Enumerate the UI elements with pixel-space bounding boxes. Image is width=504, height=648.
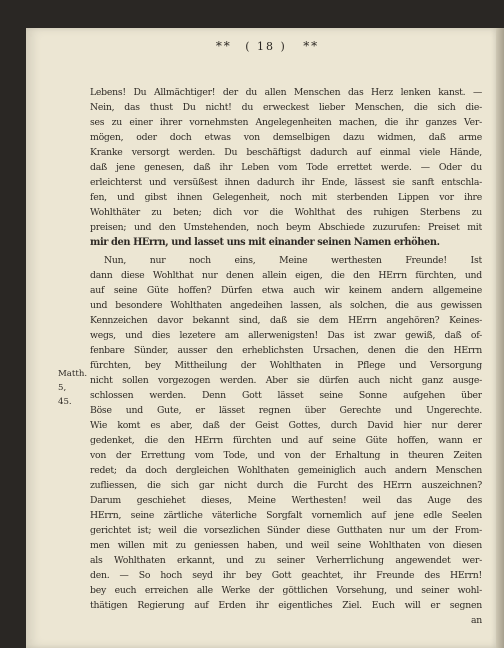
text-line: daß jene genesen, daß ihr Leben vom Tode errettet werde. — Oder du: [90, 162, 482, 173]
text-line: mögen, oder doch etwas von demselbigen dazu widmen, daß arme: [90, 132, 482, 143]
text-line: Wohlthäter zu beten; dich vor die Wohlthat des ruhigen Sterbens zu: [90, 207, 482, 218]
text-line: Wie komt es aber, daß der Geist Gottes, durch David hier nur derer: [90, 420, 482, 431]
text-line: als Wohlthaten erkannt, und zu seiner Verherrlichung angewendet wer-: [90, 555, 482, 566]
text-line: nicht sollen vorgezogen werden. Aber sie dürfen auch nicht ganz ausge-: [90, 375, 482, 386]
margin-note: [58, 367, 92, 409]
text-line: thätigen Regierung auf Erden ihr eigentliches Ziel. Euch will er segnen: [90, 600, 482, 611]
ornament-right: * *: [303, 39, 317, 53]
text-line: schlossen werden. Denn Gott lässet seine Sonne aufgehen über: [90, 390, 482, 401]
body-text: [90, 85, 482, 628]
text-line: fen, und gibst ihnen Gelegenheit, noch mit sterbenden Lippen vor ihre: [90, 192, 482, 203]
text-line: zufliessen, die sich gar nicht durch die Furcht des HErrn auszeichnen?: [90, 480, 482, 491]
text-line: dann diese Wohlthat nur denen allein eigen, die den HErrn fürchten, und: [90, 270, 482, 281]
page-header: [66, 36, 466, 56]
text-line: HErrn, seine zärtliche väterliche Sorgfalt vornemlich auf jene edle Seelen: [90, 510, 482, 521]
text-line: den. — So hoch seyd ihr bey Gott geachtet, ihr Freunde des HErrn!: [90, 570, 482, 581]
paragraph-1: [90, 85, 482, 250]
text-line: Darum geschiehet dieses, Meine Werthesten! weil das Auge des: [90, 495, 482, 506]
text-line: Böse und Gute, er lässet regnen über Gerechte und Ungerechte.: [90, 405, 482, 416]
catchword: an: [470, 615, 482, 626]
text-line: Kranke versorgt werden. Du beschäftigst dadurch auf einmal viele Hände,: [90, 147, 482, 158]
text-line: mir den HErrn, und lasset uns mit einander seinen Namen erhöhen.: [90, 237, 440, 248]
text-line: fürchten, bey Mittheilung der Wohlthaten in Pflege und Versorgung: [90, 360, 482, 371]
text-line: Kennzeichen davor bekannt sind, daß sie dem HErrn angehören? Keines-: [90, 315, 482, 326]
text-line: Nun, nur noch eins, Meine werthesten Freunde! Ist: [104, 255, 482, 266]
page-number: ( 18 ): [245, 40, 287, 53]
text-line: Lebens! Du Allmächtiger! der du allen Menschen das Herz lenken kanst. —: [90, 87, 482, 98]
text-line: men willen mit zu geniessen haben, und weil seine Wohlthaten von diesen: [90, 540, 482, 551]
text-line: Nein, das thust Du nicht! du erweckest lieber Menschen, die sich die-: [90, 102, 482, 113]
text-line: und besondere Wohlthaten angedeihen lassen, als solchen, die aus gewissen: [90, 300, 482, 311]
margin-note-reference: Matth. 5,: [58, 369, 88, 393]
text-line: bey euch erreichen alle Werke der göttlichen Vorsehung, und seiner wohl-: [90, 585, 482, 596]
text-line: erleichterst und versüßest ihnen dadurch ihr Ende, lässest sie sanft entschla-: [90, 177, 482, 188]
text-line: wegs, und dies lezetere am allerwenigsten! Das ist zwar gewiß, daß of-: [90, 330, 482, 341]
ornament-left: * *: [215, 39, 229, 53]
text-line: fenbare Sünder, ausser den erheblichsten Ursachen, denen die den HErrn: [90, 345, 482, 356]
text-line: gedenket, die den HErrn fürchten und auf seine Güte hoffen, wann er: [90, 435, 482, 446]
text-line: redet; da doch dergleichen Wohlthaten gemeiniglich auch andern Menschen: [90, 465, 482, 476]
text-line: ses zu einer ihrer vornehmsten Angelegenheiten machen, die ihr ganzes Ver-: [90, 117, 482, 128]
text-line: von der Errettung vom Tode, und von der Erhaltung in theuren Zeiten: [90, 450, 482, 461]
text-line: gerichtet ist; weil die vorsezlichen Sünder diese Gutthaten nur um der From-: [90, 525, 482, 536]
page-edge: [496, 28, 504, 648]
paragraph-2: [90, 253, 482, 628]
text-line: preisen; und den Umstehenden, noch beym Abschiede zuzurufen: Preiset mit: [90, 222, 482, 233]
margin-note-verse: 45.: [58, 397, 72, 407]
text-line: auf seine Güte hoffen? Dürfen etwa auch wir keinem andern allgemeine: [90, 285, 482, 296]
